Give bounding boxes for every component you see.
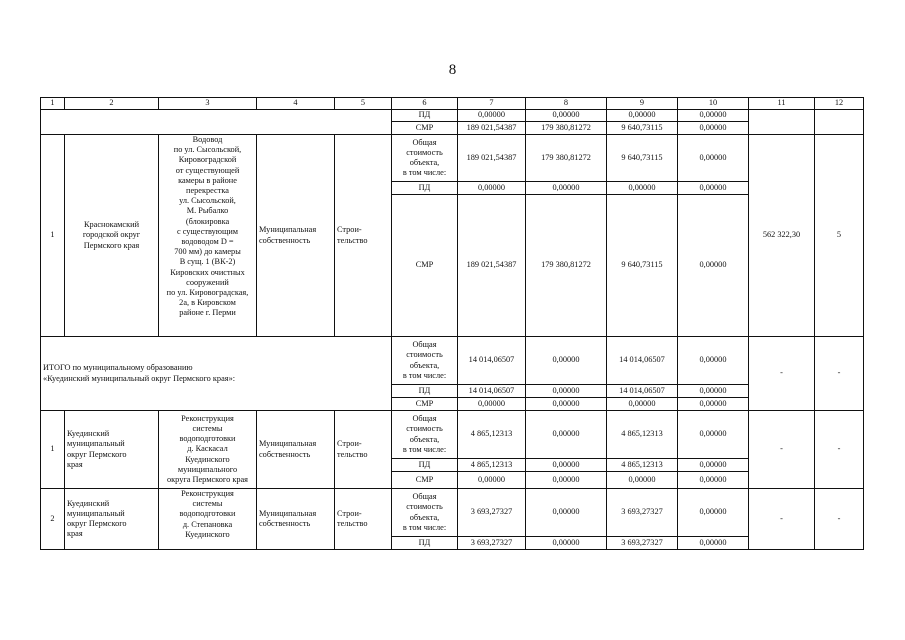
value-cell: 14 014,06507 [458, 385, 526, 398]
value-cell: 0,00000 [526, 385, 607, 398]
value-cell: - [749, 411, 815, 489]
value-cell: 0,00000 [678, 195, 749, 337]
cost-type-cell: ПД [392, 182, 458, 195]
total-label: ИТОГО по муниципальному образованию «Куединский муниципальный округ Пермского края»: [41, 337, 392, 411]
value-cell: 0,00000 [607, 110, 678, 122]
col-header: 1 [41, 98, 65, 110]
value-cell: 189 021,54387 [458, 195, 526, 337]
ownership-cell: Муниципальная собственность [257, 411, 335, 489]
value-cell: 0,00000 [526, 472, 607, 489]
value-cell: 4 865,12313 [607, 459, 678, 472]
value-cell: 9 640,73115 [607, 195, 678, 337]
value-cell: 0,00000 [607, 472, 678, 489]
page-number: 8 [448, 62, 457, 78]
value-cell: 0,00000 [678, 489, 749, 537]
work-type-cell: Строи- тельство [335, 135, 392, 337]
col-header: 7 [458, 98, 526, 110]
cost-type-cell: Общая стоимость объекта, в том числе: [392, 411, 458, 459]
col-header: 9 [607, 98, 678, 110]
value-cell: 14 014,06507 [607, 385, 678, 398]
cost-type-cell: СМР [392, 122, 458, 135]
cost-type-cell: СМР [392, 472, 458, 489]
cost-type-cell: Общая стоимость объекта, в том числе: [392, 337, 458, 385]
value-cell: 0,00000 [526, 337, 607, 385]
value-cell: 0,00000 [678, 135, 749, 182]
value-cell: - [815, 411, 864, 489]
cost-type-cell: ПД [392, 459, 458, 472]
value-cell: 179 380,81272 [526, 195, 607, 337]
row-number: 1 [41, 135, 65, 337]
table-row [41, 411, 864, 459]
value-cell: 0,00000 [678, 537, 749, 550]
value-cell: 3 693,27327 [458, 537, 526, 550]
table-row [41, 110, 864, 122]
value-cell: 0,00000 [678, 411, 749, 459]
object-name-cell: Реконструкция системы водоподготовки д. Степановка Куединского [159, 489, 257, 550]
empty-cell [815, 110, 864, 135]
owner-cell: Куединский муниципальный округ Пермского края [65, 411, 159, 489]
value-cell: - [815, 489, 864, 550]
value-cell: 9 640,73115 [607, 122, 678, 135]
value-cell: 0,00000 [678, 459, 749, 472]
value-cell: 4 865,12313 [458, 411, 526, 459]
investment-table [40, 97, 864, 550]
value-cell: 0,00000 [458, 398, 526, 411]
value-cell: 14 014,06507 [607, 337, 678, 385]
owner-cell: Краснокамский городской округ Пермского края [65, 135, 159, 337]
value-cell: 179 380,81272 [526, 122, 607, 135]
value-cell: 0,00000 [678, 122, 749, 135]
value-cell: 4 865,12313 [458, 459, 526, 472]
value-cell: 5 [815, 135, 864, 337]
col-header: 2 [65, 98, 159, 110]
value-cell: 0,00000 [678, 337, 749, 385]
value-cell: - [749, 489, 815, 550]
cost-type-cell: ПД [392, 537, 458, 550]
value-cell: 0,00000 [678, 110, 749, 122]
value-cell: 0,00000 [526, 489, 607, 537]
value-cell: 0,00000 [678, 398, 749, 411]
value-cell: 9 640,73115 [607, 135, 678, 182]
value-cell: 0,00000 [526, 110, 607, 122]
value-cell: 0,00000 [458, 110, 526, 122]
row-number: 2 [41, 489, 65, 550]
col-header: 11 [749, 98, 815, 110]
value-cell: 0,00000 [678, 472, 749, 489]
value-cell: 3 693,27327 [458, 489, 526, 537]
object-name-cell: Реконструкция системы водоподготовки д. Каскасал Куединского муниципального округа Пермского края [159, 411, 257, 489]
value-cell: 0,00000 [458, 182, 526, 195]
table-row [41, 135, 864, 182]
empty-cell [41, 110, 392, 135]
col-header: 10 [678, 98, 749, 110]
value-cell: 4 865,12313 [607, 411, 678, 459]
col-header: 12 [815, 98, 864, 110]
value-cell: 3 693,27327 [607, 537, 678, 550]
work-type-cell: Строи- тельство [335, 411, 392, 489]
col-header: 5 [335, 98, 392, 110]
cost-type-cell: Общая стоимость объекта, в том числе: [392, 135, 458, 182]
header-row [41, 98, 864, 110]
col-header: 8 [526, 98, 607, 110]
object-name-cell: Водовод по ул. Сысольской, Кировоградской от существующей камеры в районе перекрестка ул. Сысольской, М. Рыбалко (блокировка с существующим водоводом D = 700 мм) до камеры В сущ. 1 (ВК-2) Кировских очистных сооружений по ул. Кировоградская, 2а, в Кировском районе г. Перми [159, 135, 257, 337]
value-cell: 179 380,81272 [526, 135, 607, 182]
col-header: 4 [257, 98, 335, 110]
value-cell: 3 693,27327 [607, 489, 678, 537]
value-cell: 189 021,54387 [458, 135, 526, 182]
value-cell: 0,00000 [526, 459, 607, 472]
cost-type-cell: СМР [392, 195, 458, 337]
value-cell: 0,00000 [678, 385, 749, 398]
owner-cell: Куединский муниципальный округ Пермского края [65, 489, 159, 550]
value-cell: 562 322,30 [749, 135, 815, 337]
value-cell: 0,00000 [526, 411, 607, 459]
value-cell: 0,00000 [607, 398, 678, 411]
cost-type-cell: ПД [392, 385, 458, 398]
work-type-cell: Строи- тельство [335, 489, 392, 550]
cost-type-cell: ПД [392, 110, 458, 122]
table-row [41, 337, 864, 385]
value-cell: 0,00000 [678, 182, 749, 195]
table-row [41, 489, 864, 537]
value-cell: 0,00000 [526, 398, 607, 411]
value-cell: 0,00000 [526, 182, 607, 195]
value-cell: 0,00000 [458, 472, 526, 489]
value-cell: 14 014,06507 [458, 337, 526, 385]
cost-type-cell: Общая стоимость объекта, в том числе: [392, 489, 458, 537]
ownership-cell: Муниципальная собственность [257, 135, 335, 337]
ownership-cell: Муниципальная собственность [257, 489, 335, 550]
value-cell: 0,00000 [526, 537, 607, 550]
value-cell: 189 021,54387 [458, 122, 526, 135]
row-number: 1 [41, 411, 65, 489]
col-header: 3 [159, 98, 257, 110]
value-cell: - [749, 337, 815, 411]
empty-cell [749, 110, 815, 135]
value-cell: 0,00000 [607, 182, 678, 195]
value-cell: - [815, 337, 864, 411]
col-header: 6 [392, 98, 458, 110]
cost-type-cell: СМР [392, 398, 458, 411]
